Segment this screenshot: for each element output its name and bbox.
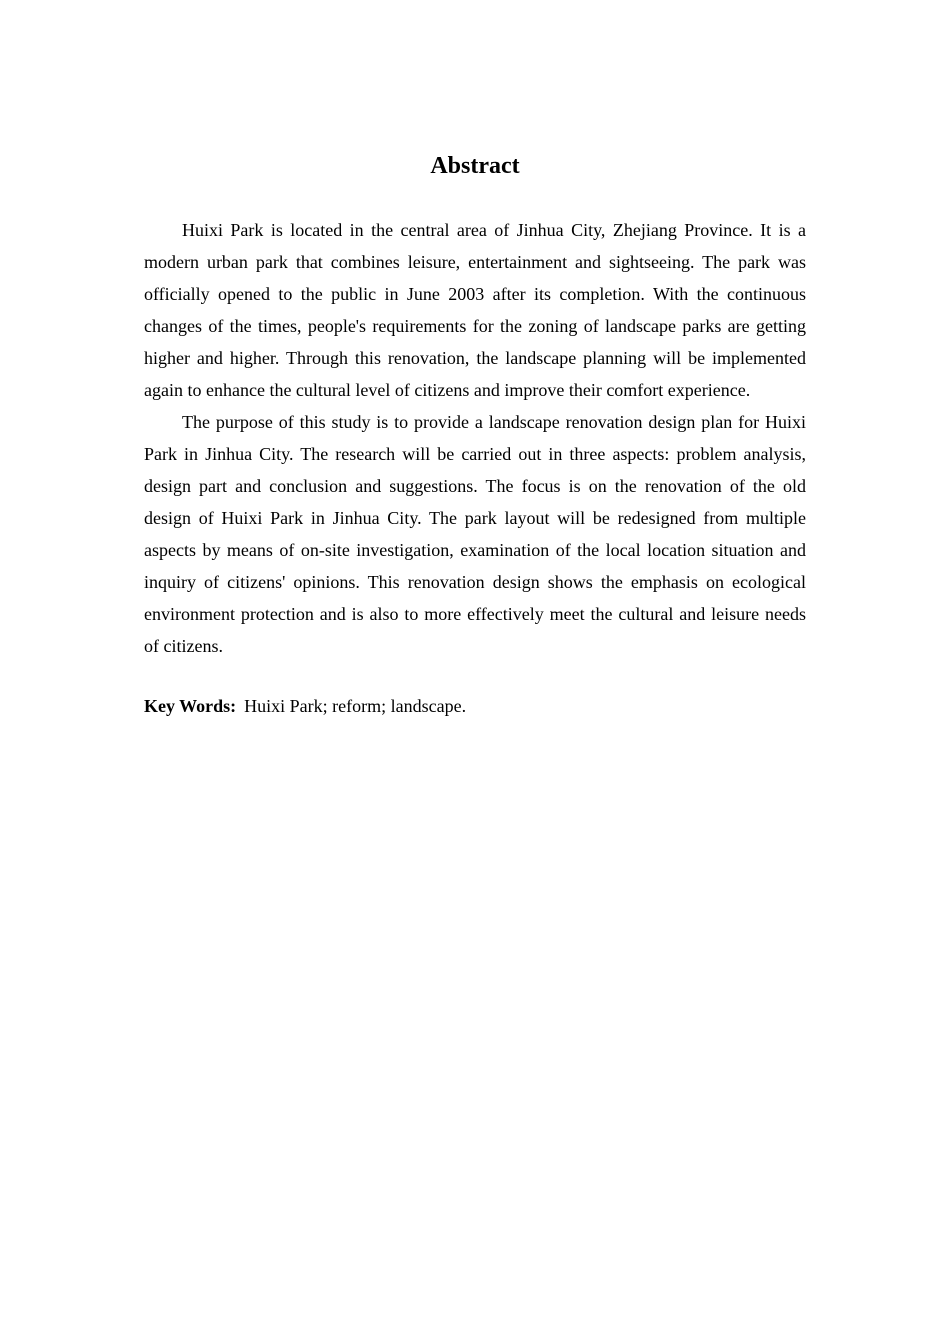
abstract-body (144, 214, 806, 662)
abstract-title: Abstract (430, 153, 520, 179)
abstract-paragraph-1: Huixi Park is located in the central area of Jinhua City, Zhejiang Province. It is a modern urban park that combines leisure, entertainment and sightseeing. The park was officially opened to the public in June 2003 after its completion. With the continuous changes of the times, people's requirements for the zoning of landscape parks are getting higher and higher. Through this renovation, the landscape planning will be implemented again to enhance the cultural level of citizens and improve their comfort experience. (144, 220, 806, 400)
abstract-section (144, 148, 806, 722)
abstract-paragraph-2: The purpose of this study is to provide a landscape renovation design plan for Huixi Park in Jinhua City. The research will be carried out in three aspects: problem analysis, design part and conclusion and suggestions. The focus is on the renovation of the old design of Huixi Park in Jinhua City. The park layout will be redesigned from multiple aspects by means of on-site investigation, examination of the local location situation and inquiry of citizens' opinions. This renovation design shows the emphasis on ecological environment protection and is also to more effectively meet the cultural and leisure needs of citizens. (144, 412, 806, 656)
keywords-label: Key Words: (144, 696, 237, 716)
keywords-line (144, 690, 806, 722)
keywords-value: Huixi Park; reform; landscape. (244, 696, 467, 716)
